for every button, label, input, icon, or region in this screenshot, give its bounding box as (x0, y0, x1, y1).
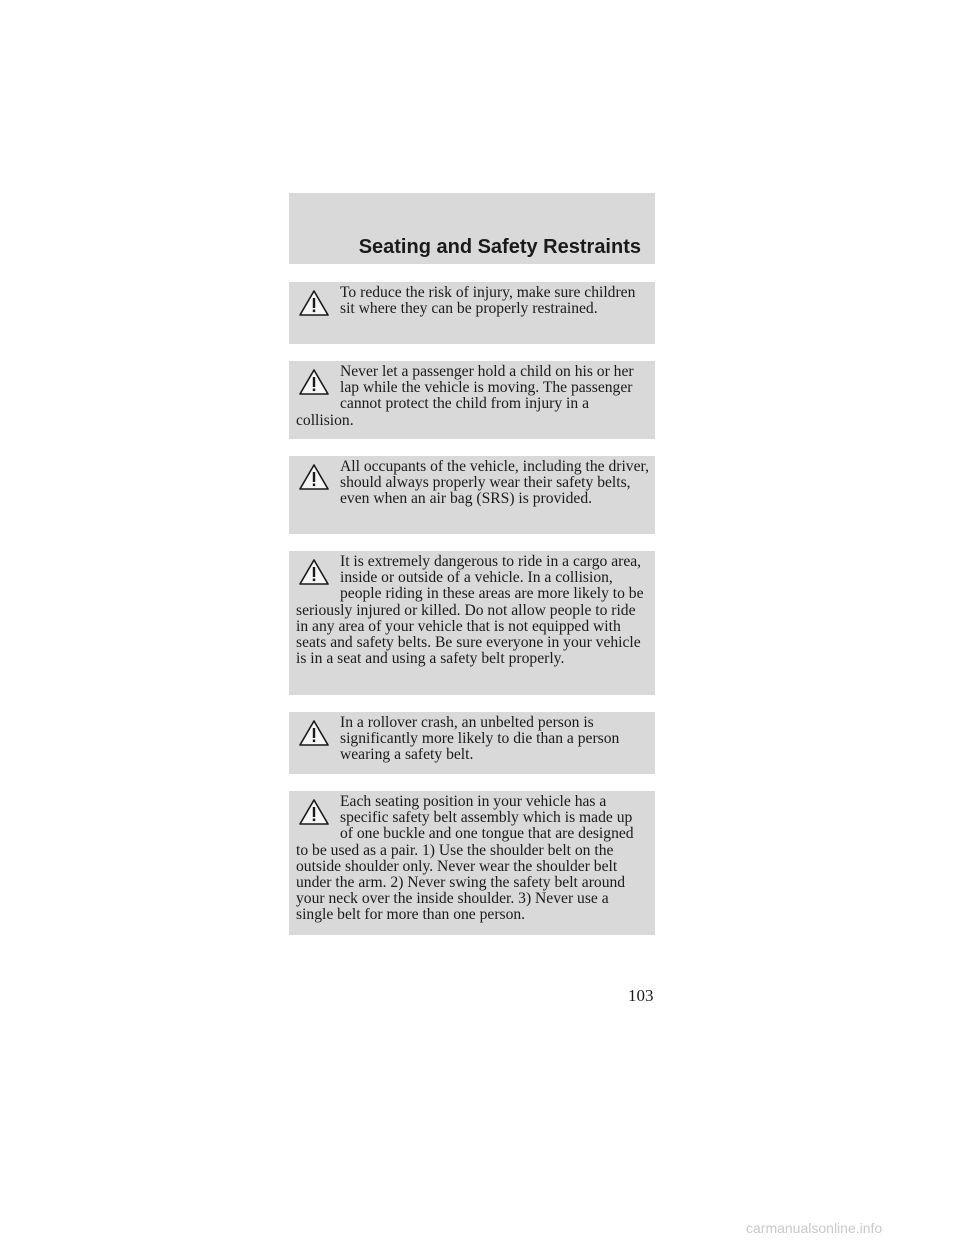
warning-triangle-icon (296, 369, 332, 399)
warning-text: In a rollover crash, an unbelted person is significantly more likely to die than a person wearing a safety belt. (340, 714, 620, 764)
warning-box (289, 282, 655, 344)
warning-text: To reduce the risk of injury, make sure children sit where they can be properly restrained. (340, 284, 636, 318)
warning-triangle-icon (296, 799, 332, 829)
warning-text: It is extremely dangerous to ride in a cargo area, inside or outside of a vehicle. In a collision, people riding in these areas are more likely to be seriously injured or killed. Do not allow people to ride in any area of your vehicle that is not equipped with seats and safety belts. Be sure everyone in your vehicle is in a seat and using a safety belt properly. (296, 553, 644, 668)
watermark: carmanualsonline.info (746, 1220, 883, 1236)
warning-box (289, 551, 655, 695)
warning-triangle-icon (296, 464, 332, 494)
warning-box (289, 456, 655, 534)
warning-box (289, 361, 655, 439)
warning-triangle-icon (296, 720, 332, 750)
warning-triangle-icon (296, 559, 332, 589)
warning-box (289, 791, 655, 935)
warning-text: Never let a passenger hold a child on his or her lap while the vehicle is moving. The passenger cannot protect the child from injury in a collision. (296, 363, 634, 429)
warning-triangle-icon (296, 290, 332, 320)
section-header (289, 193, 655, 264)
section-title: Seating and Safety Restraints (358, 236, 641, 258)
warning-text: All occupants of the vehicle, including the driver, should always properly wear their safety belts, even when an air bag (SRS) is provided. (340, 458, 649, 508)
page-number: 103 (628, 986, 654, 1005)
warning-box (289, 712, 655, 774)
warning-text: Each seating position in your vehicle has a specific safety belt assembly which is made up of one buckle and one tongue that are designed to be used as a pair. 1) Use the shoulder belt on the outside shoulder only. Never wear the shoulder belt under the arm. 2) Never swing the safety belt around your neck over the inside shoulder. 3) Never use a single belt for more than one person. (296, 793, 634, 924)
